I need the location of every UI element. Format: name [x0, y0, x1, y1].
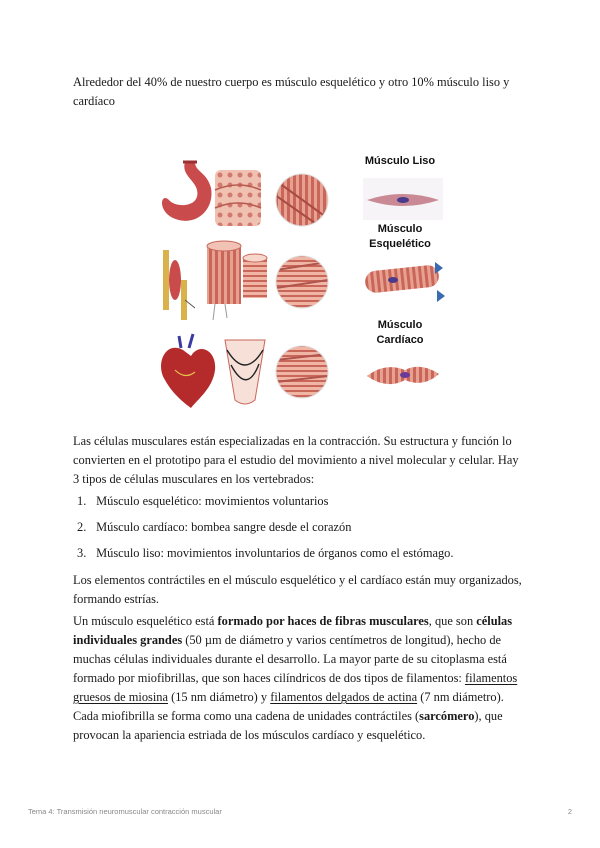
muscle-illustration: [155, 150, 445, 414]
muscle-types-list: [73, 488, 525, 566]
cardiac-tissue-icon: [225, 340, 265, 404]
cardiac-cell-icon: [367, 367, 439, 384]
skeletal-cell-icon: [364, 262, 445, 302]
paragraph-skeletal: Un músculo esquelético está formado por haces de fibras musculares, que son células individuales grandes (50 µm de diámetro y varios centímetros de longitud), hecho de muchas células individuales durante el desarrollo. La mayor parte de su citoplasma está formado por miofibrillas, que son haces cilíndricos de dos tipos de filamentos: filamentos gruesos de miosina (15 nm diámetro) y filamentos delgados de actina (7 nm diámetro). Cada miofibrilla se forma como una cadena de unidades contráctiles (sarcómero), que provocan la apariencia estriada de los músculos cardíaco y esquelético.: [73, 614, 518, 742]
intro-paragraph: Alrededor del 40% de nuestro cuerpo es músculo esquelético y otro 10% músculo liso y cardíaco: [73, 75, 510, 108]
heart-icon: [161, 334, 215, 408]
stomach-icon: [162, 162, 212, 221]
smooth-tissue-icon: [215, 170, 261, 226]
smooth-cell-icon: [363, 178, 443, 220]
list-item: 3. Músculo liso: movimientos involuntarios de órganos como el estómago.: [77, 546, 454, 560]
page-number: 2: [567, 807, 572, 816]
label-smooth: Músculo Liso: [364, 155, 436, 167]
label-skeletal-1: Músculo: [377, 223, 423, 235]
muscle-types-figure: [155, 150, 445, 414]
label-cardiac-1: Músculo: [377, 319, 423, 331]
list-item: 2. Músculo cardíaco: bombea sangre desde el corazón: [77, 520, 352, 534]
fiber-bundle-icon: [207, 241, 267, 320]
footer-title: Tema 4: Transmisión neuromuscular contracción muscular: [28, 807, 222, 816]
label-cardiac-2: Cardíaco: [376, 334, 424, 346]
list-item: 1. Músculo esquelético: movimientos voluntarios: [77, 494, 329, 508]
paragraph-striations: Los elementos contráctiles en el músculo esquelético y el cardíaco están muy organizados, formando estrías.: [73, 573, 522, 606]
label-skeletal-2: Esquelético: [369, 238, 431, 250]
paragraph-cells: Las células musculares están especializadas en la contracción. Su estructura y función lo convierten en el prototipo para el estudio del movimiento a nivel molecular y celular. Hay 3 tipos de células musculares en los vertebrados:: [73, 434, 519, 486]
arm-bone-icon: [163, 250, 195, 320]
page-footer: [28, 807, 572, 823]
